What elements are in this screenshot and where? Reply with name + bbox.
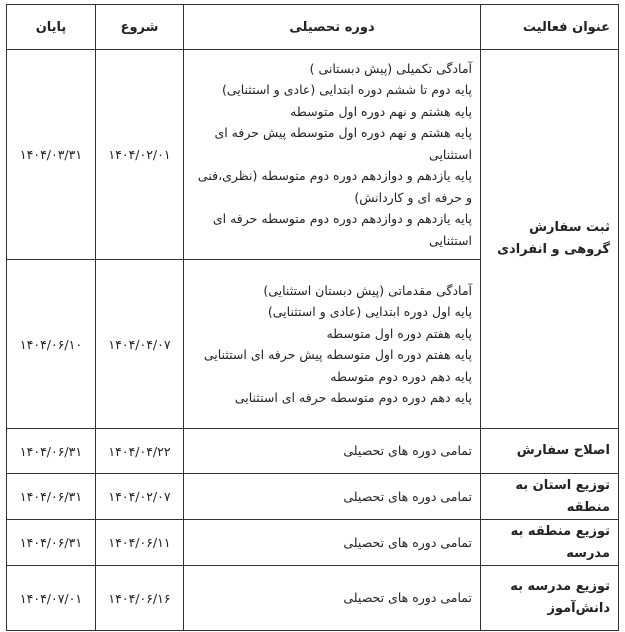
end-date-cell: ۱۴۰۴/۰۶/۳۱: [7, 429, 96, 474]
start-date-cell: ۱۴۰۴/۰۲/۰۱: [96, 50, 184, 260]
level-line: پایه هفتم دوره اول متوسطه پیش حرفه ای استثنایی: [203, 347, 472, 362]
table-row: [7, 429, 619, 474]
end-date-cell: ۱۴۰۴/۰۳/۳۱: [7, 50, 96, 260]
level-line: پایه یازدهم و دوازدهم دوره دوم متوسطه (نظری،فنی و حرفه ای و کاردانش): [197, 168, 472, 205]
end-date-cell: ۱۴۰۴/۰۶/۳۱: [7, 474, 96, 520]
end-date-cell: ۱۴۰۴/۰۶/۱۰: [7, 260, 96, 429]
table-row: [7, 50, 619, 260]
end-date-cell: ۱۴۰۴/۰۷/۰۱: [7, 566, 96, 631]
level-line: پایه اول دوره ابتدایی (عادی و استثنایی): [267, 304, 472, 319]
level-line: پایه دوم تا ششم دوره ابتدایی (عادی و استثنایی): [221, 82, 472, 98]
level-line: پایه هشتم و نهم دوره اول متوسطه پیش حرفه ای استثنایی: [214, 125, 472, 162]
end-date-cell: ۱۴۰۴/۰۶/۳۱: [7, 520, 96, 566]
level-cell: [184, 260, 481, 429]
level-line: پایه هفتم دوره اول متوسطه: [326, 325, 472, 341]
activity-cell: توزیع منطقه به مدرسه: [481, 520, 619, 566]
activity-cell: اصلاح سفارش: [481, 429, 619, 474]
start-date-cell: ۱۴۰۴/۰۴/۲۲: [96, 429, 184, 474]
level-cell: [184, 50, 481, 260]
table-row: [7, 520, 619, 566]
level-line: آمادگی مقدماتی (پیش دبستان استثنایی): [263, 282, 472, 298]
table-header-row: [7, 5, 619, 50]
level-line: آمادگی تکمیلی (پیش دبستانی ): [309, 60, 472, 76]
header-end: پایان: [7, 5, 96, 50]
level-cell: تمامی دوره های تحصیلی: [184, 520, 481, 566]
activity-cell: توزیع استان به منطقه: [481, 474, 619, 520]
activity-cell: ثبت سفارش گروهی و انفرادی: [481, 50, 619, 429]
table-row: [7, 566, 619, 631]
start-date-cell: ۱۴۰۴/۰۲/۰۷: [96, 474, 184, 520]
activity-cell: توزیع مدرسه به دانش‌آموز: [481, 566, 619, 631]
header-level: دوره تحصیلی: [184, 5, 481, 50]
header-start: شروع: [96, 5, 184, 50]
level-line: پایه دهم دوره دوم متوسطه حرفه ای استثنایی: [234, 390, 472, 405]
level-cell: تمامی دوره های تحصیلی: [184, 474, 481, 520]
schedule-table: [6, 4, 619, 631]
level-line: پایه هشتم و نهم دوره اول متوسطه: [290, 103, 472, 119]
level-cell: تمامی دوره های تحصیلی: [184, 566, 481, 631]
level-line: پایه یازدهم و دوازدهم دوره دوم متوسطه حرفه ای استثنایی: [212, 211, 472, 248]
table-row: [7, 474, 619, 520]
start-date-cell: ۱۴۰۴/۰۴/۰۷: [96, 260, 184, 429]
level-line: پایه دهم دوره دوم متوسطه: [330, 368, 472, 384]
header-activity: عنوان فعالیت: [481, 5, 619, 50]
level-cell: تمامی دوره های تحصیلی: [184, 429, 481, 474]
start-date-cell: ۱۴۰۴/۰۶/۱۱: [96, 520, 184, 566]
start-date-cell: ۱۴۰۴/۰۶/۱۶: [96, 566, 184, 631]
